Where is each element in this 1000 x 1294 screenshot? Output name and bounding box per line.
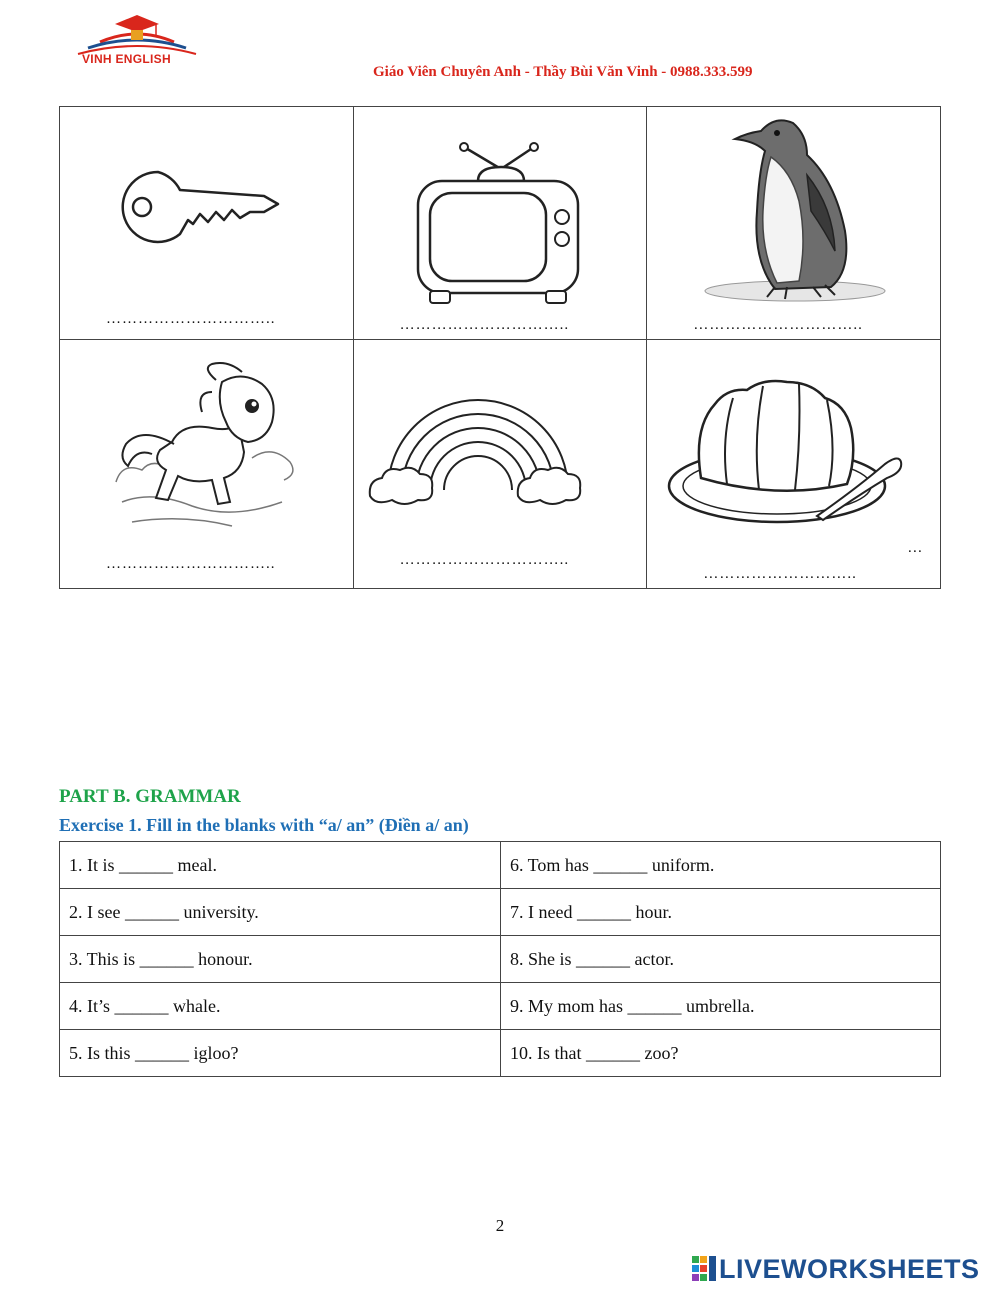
part-b-title: PART B. GRAMMAR xyxy=(59,786,241,807)
picture-cell-key xyxy=(60,107,354,340)
question-3[interactable]: 3. This is ______ honour. xyxy=(60,936,501,983)
answer-blank[interactable]: ……………………….. xyxy=(703,566,857,582)
question-1[interactable]: 1. It is ______ meal. xyxy=(60,842,501,889)
answer-blank[interactable]: ………………………….. xyxy=(106,311,276,327)
picture-grid xyxy=(59,106,941,589)
table-row xyxy=(60,842,941,889)
question-8[interactable]: 8. She is ______ actor. xyxy=(501,936,941,983)
table-row xyxy=(60,936,941,983)
picture-cell-penguin xyxy=(647,107,941,340)
rainbow-icon xyxy=(368,370,588,510)
table-row xyxy=(60,889,941,936)
picture-cell-rainbow xyxy=(353,340,647,589)
answer-blank[interactable]: ………………………….. xyxy=(693,317,863,333)
picture-cell-television xyxy=(353,107,647,340)
picture-cell-jelly xyxy=(647,340,941,589)
page-number: 2 xyxy=(495,1216,505,1235)
answer-blank[interactable]: ………………………….. xyxy=(106,556,276,572)
question-5[interactable]: 5. Is this ______ igloo? xyxy=(60,1030,501,1077)
key-icon xyxy=(118,162,298,252)
answer-blank[interactable]: ………………………….. xyxy=(399,317,570,333)
jelly-icon xyxy=(667,368,907,528)
question-6[interactable]: 6. Tom has ______ uniform. xyxy=(501,842,941,889)
question-9[interactable]: 9. My mom has ______ umbrella. xyxy=(501,983,941,1030)
logo-text: VINH ENGLISH xyxy=(82,52,171,66)
penguin-icon xyxy=(695,111,895,307)
answer-blank[interactable]: ………………………….. xyxy=(399,552,570,568)
pony-icon xyxy=(112,362,302,534)
exercise-1-title: Exercise 1. Fill in the blanks with “a/ an” (Điền a/ an) xyxy=(59,815,469,835)
liveworksheets-text: LIVEWORKSHEETS xyxy=(719,1253,980,1284)
question-7[interactable]: 7. I need ______ hour. xyxy=(501,889,941,936)
question-10[interactable]: 10. Is that ______ zoo? xyxy=(501,1030,941,1077)
extra-dots: … xyxy=(907,540,924,556)
teacher-contact-line: Giáo Viên Chuyên Anh - Thầy Bùi Văn Vinh - 0988.333.599 xyxy=(373,64,753,80)
exercise-1-table xyxy=(59,841,941,1077)
television-icon xyxy=(416,141,586,305)
picture-cell-pony xyxy=(60,340,354,589)
liveworksheets-logo-icon xyxy=(692,1256,716,1282)
liveworksheets-brand xyxy=(692,1254,980,1284)
table-row xyxy=(60,1030,941,1077)
question-2[interactable]: 2. I see ______ university. xyxy=(60,889,501,936)
question-4[interactable]: 4. It’s ______ whale. xyxy=(60,983,501,1030)
table-row xyxy=(60,983,941,1030)
